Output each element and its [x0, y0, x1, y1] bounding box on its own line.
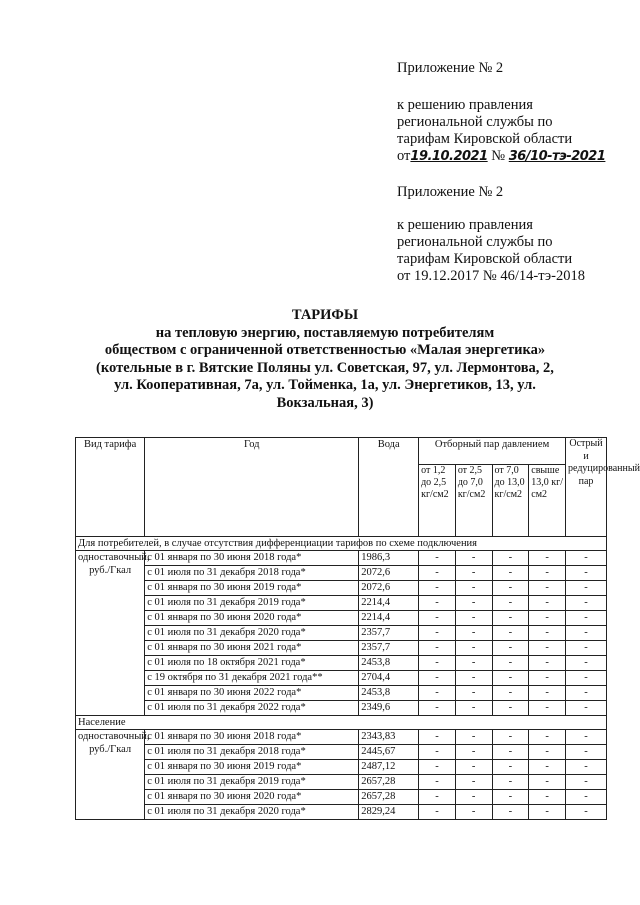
empty-value-cell: -	[566, 805, 607, 820]
header-pressure-1: от 1,2 до 2,5 кг/см2	[419, 465, 456, 537]
empty-value-cell: -	[492, 596, 529, 611]
header-year: Год	[145, 438, 359, 537]
appendix-old-line: региональной службы по	[397, 234, 553, 250]
empty-value-cell: -	[529, 581, 566, 596]
empty-value-cell: -	[529, 641, 566, 656]
empty-value-cell: -	[419, 671, 456, 686]
empty-value-cell: -	[492, 566, 529, 581]
period-cell: с 01 января по 30 июня 2020 года*	[145, 611, 359, 626]
empty-value-cell: -	[566, 701, 607, 716]
header-pressure-4: свыше 13,0 кг/см2	[529, 465, 566, 537]
water-value-cell: 2453,8	[359, 686, 419, 701]
empty-value-cell: -	[566, 760, 607, 775]
table-row	[76, 775, 607, 790]
period-cell: с 01 июля по 31 декабря 2018 года*	[145, 745, 359, 760]
empty-value-cell: -	[529, 596, 566, 611]
empty-value-cell: -	[566, 581, 607, 596]
table-row	[76, 611, 607, 626]
heading-line: (котельные в г. Вятские Поляны ул. Советская, 97, ул. Лермонтова, 2,	[96, 359, 554, 376]
empty-value-cell: -	[419, 790, 456, 805]
empty-value-cell: -	[529, 656, 566, 671]
empty-value-cell: -	[455, 686, 492, 701]
empty-value-cell: -	[529, 686, 566, 701]
tariff-type-cell: одноставочный, руб./Гкал	[76, 730, 145, 820]
empty-value-cell: -	[566, 745, 607, 760]
table-row	[76, 656, 607, 671]
appendix-old-title: Приложение № 2	[397, 184, 504, 200]
water-value-cell: 1986,3	[359, 551, 419, 566]
empty-value-cell: -	[455, 745, 492, 760]
water-value-cell: 2357,7	[359, 641, 419, 656]
water-value-cell: 2072,6	[359, 581, 419, 596]
table-row	[76, 760, 607, 775]
period-cell: с 01 июля по 31 декабря 2020 года*	[145, 626, 359, 641]
water-value-cell: 2445,67	[359, 745, 419, 760]
appendix-new-date-line: от19.10.2021 № 36/10-тэ-2021	[397, 148, 606, 164]
table-row	[76, 805, 607, 820]
empty-value-cell: -	[419, 805, 456, 820]
empty-value-cell: -	[566, 686, 607, 701]
empty-value-cell: -	[492, 611, 529, 626]
section-label: Население	[76, 716, 607, 730]
empty-value-cell: -	[419, 566, 456, 581]
document-heading	[80, 307, 570, 412]
table-row	[76, 596, 607, 611]
empty-value-cell: -	[419, 596, 456, 611]
section-label: Для потребителей, в случае отсутствия дифференциации тарифов по схеме подключения	[76, 537, 607, 551]
empty-value-cell: -	[492, 656, 529, 671]
period-cell: с 01 января по 30 июня 2018 года*	[145, 551, 359, 566]
empty-value-cell: -	[492, 581, 529, 596]
empty-value-cell: -	[455, 775, 492, 790]
empty-value-cell: -	[529, 730, 566, 745]
water-value-cell: 2657,28	[359, 790, 419, 805]
period-cell: с 01 июля по 18 октября 2021 года*	[145, 656, 359, 671]
empty-value-cell: -	[492, 551, 529, 566]
empty-value-cell: -	[455, 611, 492, 626]
empty-value-cell: -	[492, 701, 529, 716]
empty-value-cell: -	[419, 701, 456, 716]
header-steam-group: Отборный пар давлением	[419, 438, 566, 465]
table-row	[76, 790, 607, 805]
empty-value-cell: -	[492, 760, 529, 775]
empty-value-cell: -	[529, 760, 566, 775]
water-value-cell: 2343,83	[359, 730, 419, 745]
water-value-cell: 2704,4	[359, 671, 419, 686]
empty-value-cell: -	[455, 671, 492, 686]
water-value-cell: 2214,4	[359, 611, 419, 626]
header-water: Вода	[359, 438, 419, 537]
appendix-old-body	[397, 217, 585, 285]
empty-value-cell: -	[455, 641, 492, 656]
table-row	[76, 701, 607, 716]
empty-value-cell: -	[419, 641, 456, 656]
empty-value-cell: -	[492, 671, 529, 686]
period-cell: с 01 июля по 31 декабря 2020 года*	[145, 805, 359, 820]
empty-value-cell: -	[529, 611, 566, 626]
empty-value-cell: -	[566, 656, 607, 671]
period-cell: с 01 июля по 31 декабря 2019 года*	[145, 775, 359, 790]
empty-value-cell: -	[492, 745, 529, 760]
table-row	[76, 551, 607, 566]
empty-value-cell: -	[529, 805, 566, 820]
empty-value-cell: -	[492, 626, 529, 641]
period-cell: с 01 июля по 31 декабря 2019 года*	[145, 596, 359, 611]
water-value-cell: 2453,8	[359, 656, 419, 671]
period-cell: с 01 января по 30 июня 2021 года*	[145, 641, 359, 656]
table-row	[76, 626, 607, 641]
empty-value-cell: -	[492, 790, 529, 805]
appendix-old-line: к решению правления	[397, 217, 533, 233]
empty-value-cell: -	[566, 611, 607, 626]
empty-value-cell: -	[566, 596, 607, 611]
table-row	[76, 671, 607, 686]
period-cell: с 19 октября по 31 декабря 2021 года**	[145, 671, 359, 686]
period-cell: с 01 июля по 31 декабря 2018 года*	[145, 566, 359, 581]
empty-value-cell: -	[529, 790, 566, 805]
empty-value-cell: -	[492, 775, 529, 790]
water-value-cell: 2349,6	[359, 701, 419, 716]
period-cell: с 01 января по 30 июня 2022 года*	[145, 686, 359, 701]
empty-value-cell: -	[419, 656, 456, 671]
empty-value-cell: -	[419, 686, 456, 701]
empty-value-cell: -	[455, 656, 492, 671]
table-row	[76, 566, 607, 581]
section-row	[76, 537, 607, 551]
section-row	[76, 716, 607, 730]
tariff-table	[75, 437, 640, 820]
empty-value-cell: -	[455, 566, 492, 581]
heading-line: Вокзальная, 3)	[276, 394, 374, 411]
appendix-old-line: от 19.12.2017 № 46/14-тэ-2018	[397, 268, 585, 284]
empty-value-cell: -	[529, 566, 566, 581]
appendix-old-line: тарифам Кировской области	[397, 251, 573, 267]
empty-value-cell: -	[419, 775, 456, 790]
empty-value-cell: -	[455, 805, 492, 820]
empty-value-cell: -	[566, 790, 607, 805]
empty-value-cell: -	[566, 671, 607, 686]
table-row	[76, 581, 607, 596]
appendix-new-line: тарифам Кировской области	[397, 131, 573, 147]
period-cell: с 01 июля по 31 декабря 2022 года*	[145, 701, 359, 716]
period-cell: с 01 января по 30 июня 2020 года*	[145, 790, 359, 805]
water-value-cell: 2214,4	[359, 596, 419, 611]
table-row	[76, 641, 607, 656]
table-row	[76, 745, 607, 760]
header-pressure-2: от 2,5 до 7,0 кг/см2	[455, 465, 492, 537]
empty-value-cell: -	[455, 760, 492, 775]
water-value-cell: 2487,12	[359, 760, 419, 775]
empty-value-cell: -	[492, 805, 529, 820]
empty-value-cell: -	[455, 581, 492, 596]
water-value-cell: 2357,7	[359, 626, 419, 641]
table-row	[76, 730, 607, 745]
empty-value-cell: -	[419, 551, 456, 566]
empty-value-cell: -	[529, 551, 566, 566]
handwritten-date: 19.10.2021	[410, 149, 488, 164]
empty-value-cell: -	[566, 730, 607, 745]
appendix-new-line: региональной службы по	[397, 114, 553, 130]
empty-value-cell: -	[492, 686, 529, 701]
appendix-new-title: Приложение № 2	[397, 60, 504, 76]
empty-value-cell: -	[455, 790, 492, 805]
empty-value-cell: -	[566, 775, 607, 790]
empty-value-cell: -	[455, 730, 492, 745]
empty-value-cell: -	[419, 730, 456, 745]
period-cell: с 01 января по 30 июня 2018 года*	[145, 730, 359, 745]
empty-value-cell: -	[529, 745, 566, 760]
empty-value-cell: -	[492, 641, 529, 656]
heading-line: на тепловую энергию, поставляемую потребителям	[155, 324, 495, 341]
empty-value-cell: -	[455, 701, 492, 716]
tariff-type-cell: одноставочный, руб./Гкал	[76, 551, 145, 716]
empty-value-cell: -	[455, 626, 492, 641]
empty-value-cell: -	[529, 701, 566, 716]
heading-line: обществом с ограниченной ответственностью «Малая энергетика»	[104, 342, 546, 358]
empty-value-cell: -	[566, 641, 607, 656]
empty-value-cell: -	[419, 611, 456, 626]
empty-value-cell: -	[455, 596, 492, 611]
header-acute-steam: Острый и редуцированный пар	[566, 438, 607, 537]
tariff-table-body	[76, 537, 607, 820]
header-pressure-3: от 7,0 до 13,0 кг/см2	[492, 465, 529, 537]
period-cell: с 01 января по 30 июня 2019 года*	[145, 581, 359, 596]
table-row	[76, 686, 607, 701]
empty-value-cell: -	[419, 745, 456, 760]
empty-value-cell: -	[419, 581, 456, 596]
empty-value-cell: -	[566, 626, 607, 641]
appendix-new-body	[397, 97, 605, 165]
empty-value-cell: -	[566, 566, 607, 581]
period-cell: с 01 января по 30 июня 2019 года*	[145, 760, 359, 775]
heading-title: ТАРИФЫ	[291, 307, 359, 323]
empty-value-cell: -	[419, 626, 456, 641]
water-value-cell: 2657,28	[359, 775, 419, 790]
empty-value-cell: -	[492, 730, 529, 745]
heading-line: ул. Кооперативная, 7а, ул. Тойменка, 1а, ул. Энергетиков, 13, ул.	[114, 377, 536, 393]
empty-value-cell: -	[529, 775, 566, 790]
header-type: Вид тарифа	[76, 438, 145, 537]
empty-value-cell: -	[529, 671, 566, 686]
empty-value-cell: -	[455, 551, 492, 566]
water-value-cell: 2072,6	[359, 566, 419, 581]
handwritten-number: 36/10-тэ-2021	[508, 149, 606, 164]
empty-value-cell: -	[419, 760, 456, 775]
empty-value-cell: -	[529, 626, 566, 641]
appendix-new-line: к решению правления	[397, 97, 533, 113]
water-value-cell: 2829,24	[359, 805, 419, 820]
empty-value-cell: -	[566, 551, 607, 566]
